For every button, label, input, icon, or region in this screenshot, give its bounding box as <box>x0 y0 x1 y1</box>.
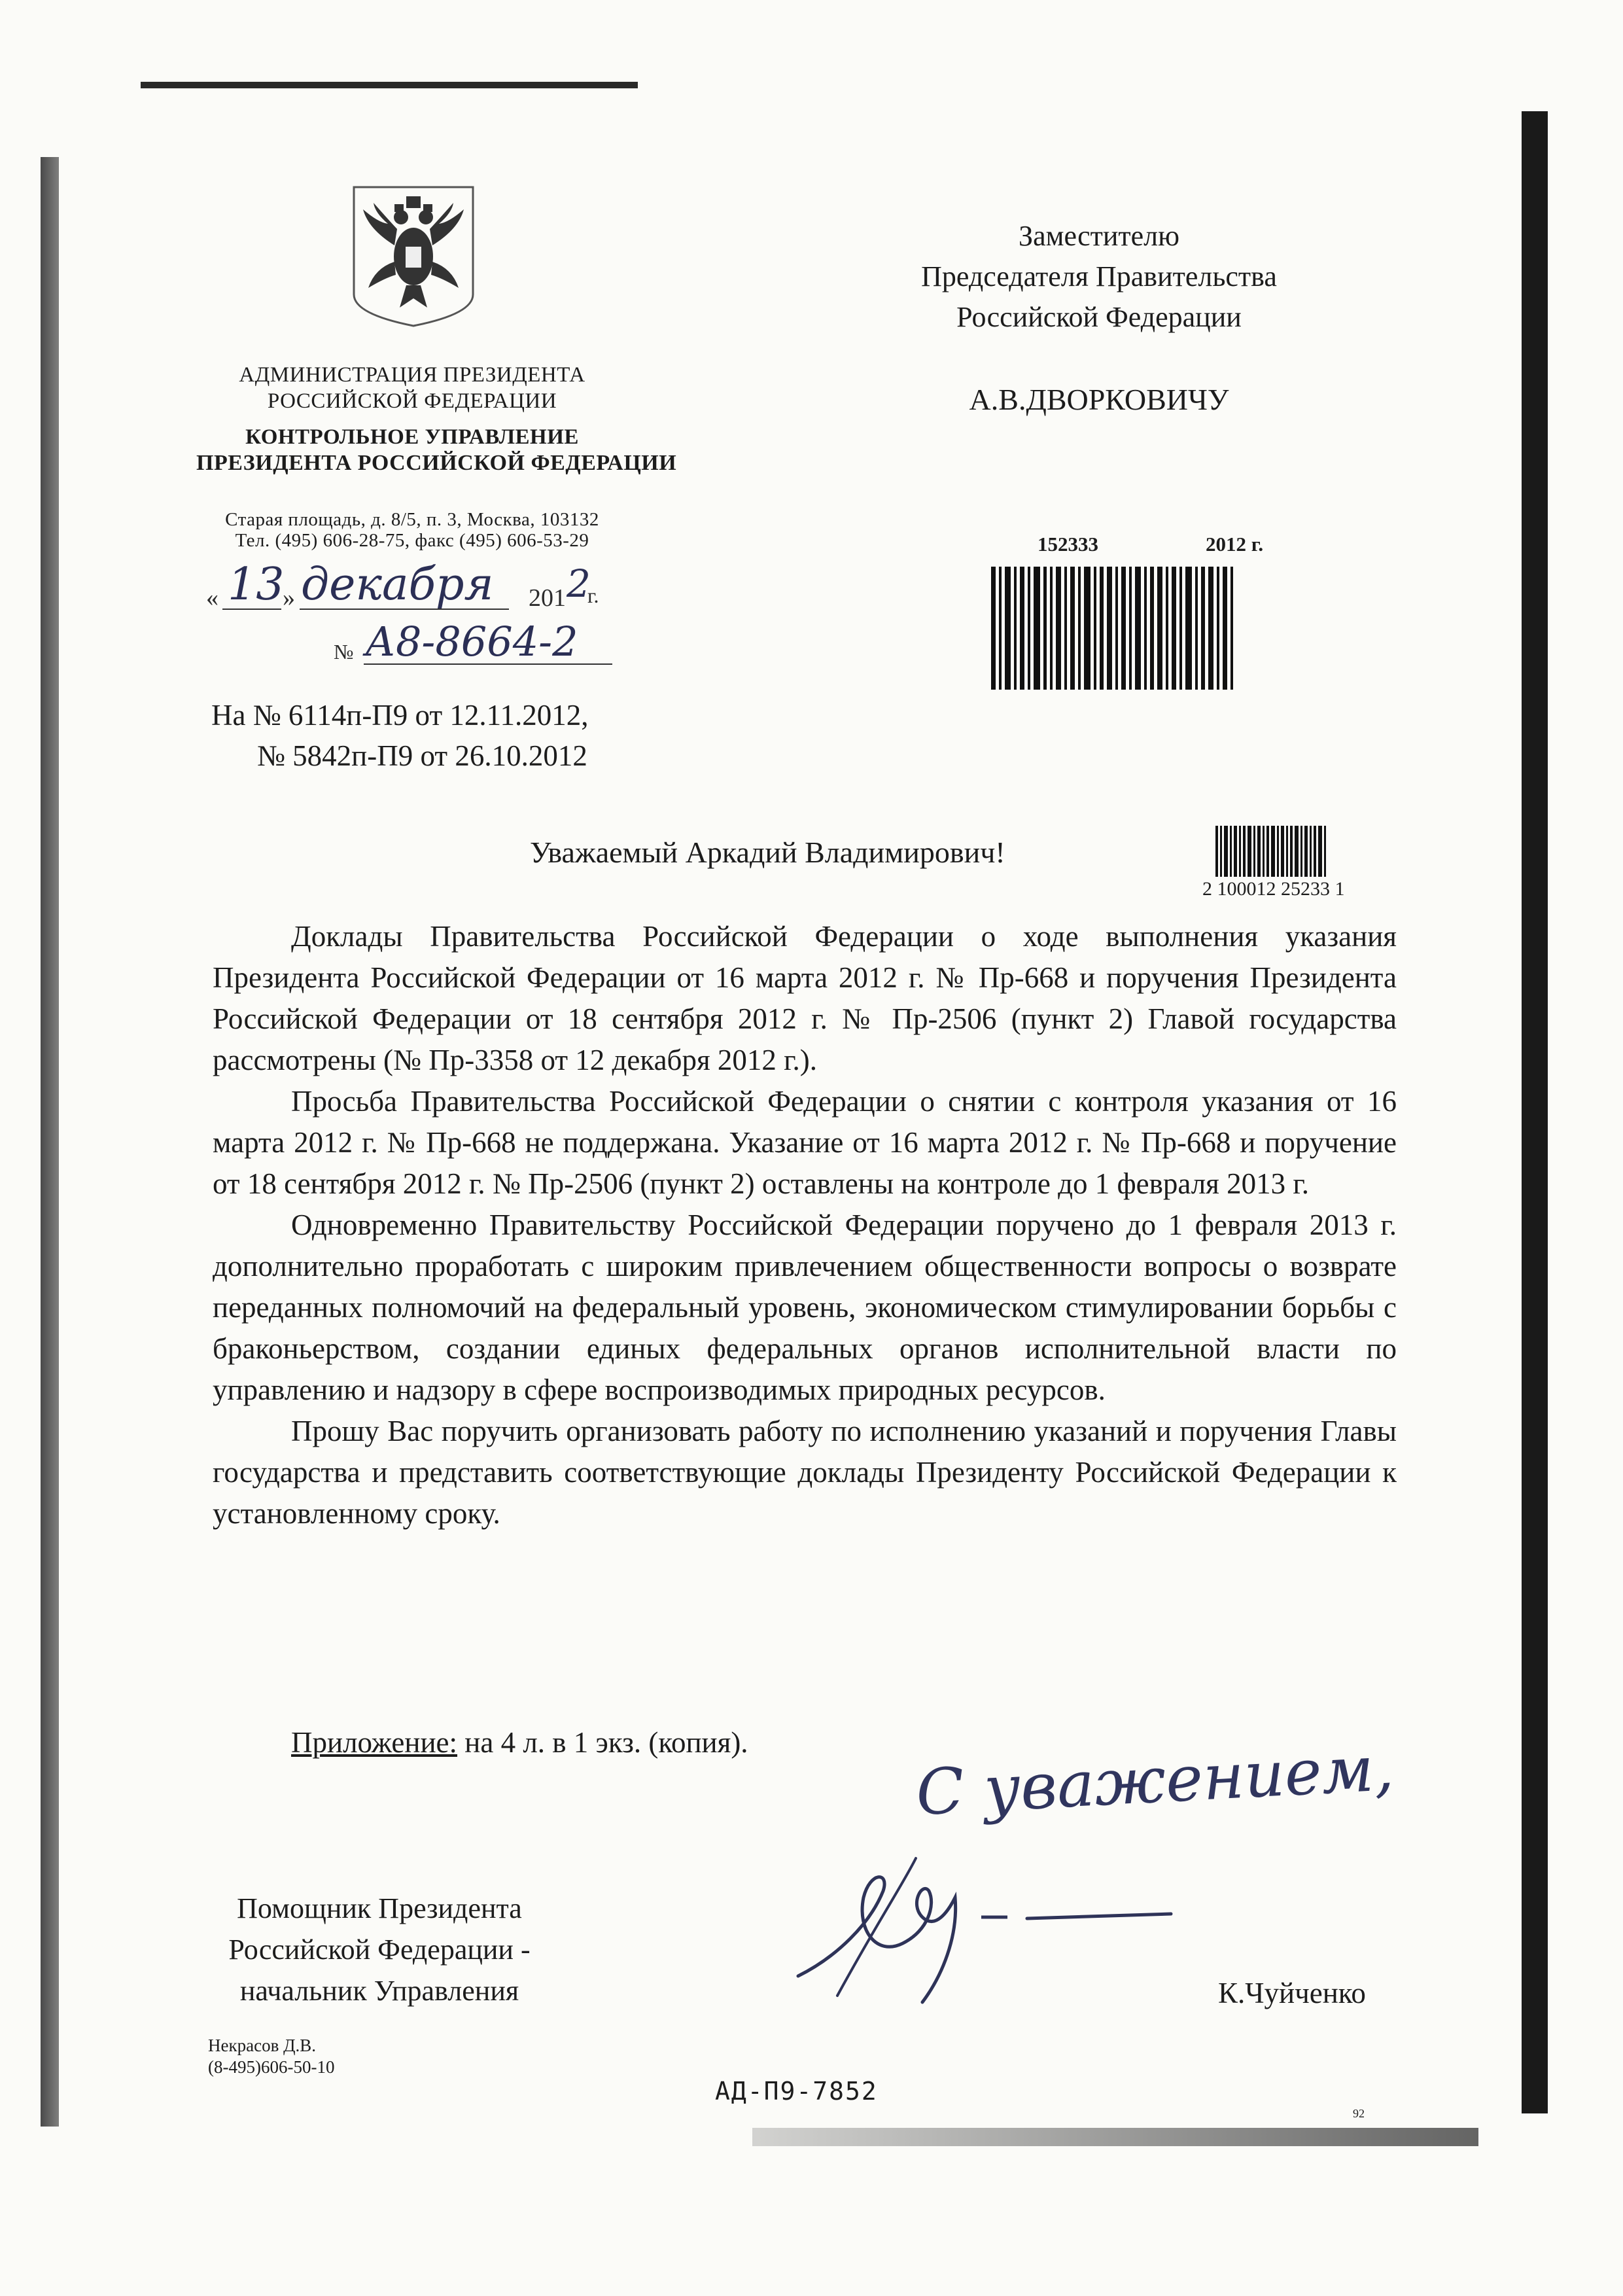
registry-barcode-number: 2 100012 25233 1 <box>1202 878 1345 900</box>
scan-shadow-bottom <box>752 2128 1478 2146</box>
body-paragraph-4: Прошу Вас поручить организовать работу по исполнению указаний и поручения Главы государства и представить соответствующие доклады Президенту Российской Федерации к установленному сроку. <box>213 1415 1397 1530</box>
addressee-name: А.В.ДВОРКОВИЧУ <box>969 383 1229 416</box>
org-name: АДМИНИСТРАЦИЯ ПРЕЗИДЕНТА РОССИЙСКОЙ ФЕДЕРАЦИИ <box>239 363 585 413</box>
attachment-text: на 4 л. в 1 экз. (копия). <box>457 1726 748 1759</box>
signatory-title: Помощник Президента Российской Федерации - начальник Управления <box>228 1892 531 2007</box>
incoming-year: 2012 г. <box>1206 533 1264 556</box>
salutation: Уважаемый Аркадий Владимирович! <box>530 836 1005 869</box>
incoming-barcode <box>991 567 1249 690</box>
scan-shadow-top <box>141 82 638 88</box>
signature-icon <box>785 1845 1178 2015</box>
registration-number: № А8-8664-2 <box>334 620 635 673</box>
letter-body <box>213 916 1397 1534</box>
handwritten-closing: С уважением, <box>914 1731 1396 1830</box>
body-paragraph-1: Доклады Правительства Российской Федерации о ходе выполнения указания Президента Российской Федерации от 16 марта 2012 г. № Пр-668 и поручения Президента Российской Федерации от 18 сентября 2012 г. № Пр-2506 (пункт 2) Главой государства рассмотрены (№ Пр-3358 от 12 декабря 2012 г.). <box>213 920 1397 1076</box>
reference-numbers: На № 6114п-П9 от 12.11.2012, № 5842п-П9 от 26.10.2012 <box>211 699 589 772</box>
registry-barcode <box>1215 826 1372 877</box>
org-contacts: Старая площадь, д. 8/5, п. 3, Москва, 103132 Тел. (495) 606-28-75, факс (495) 606-53-29 <box>225 509 599 551</box>
attachment-note <box>291 1725 748 1759</box>
department-name: КОНТРОЛЬНОЕ УПРАВЛЕНИЕ ПРЕЗИДЕНТА РОССИЙСКОЙ ФЕДЕРАЦИИ <box>196 425 677 475</box>
executor-info: Некрасов Д.В. (8-495)606-50-10 <box>208 2036 335 2077</box>
incoming-number: 152333 <box>1038 533 1098 556</box>
scan-shadow-left <box>41 157 59 2127</box>
addressee-block: Заместителю Председателя Правительства Российской Федерации <box>921 220 1277 333</box>
signatory-name: К.Чуйченко <box>1218 1977 1366 2009</box>
coat-of-arms-icon <box>349 183 478 328</box>
body-paragraph-3: Одновременно Правительству Российской Федерации поручено до 1 февраля 2013 г. дополнительно проработать с широким привлечением общественности вопросы о возврате переданных полномочий на федеральный уровень, экономическом стимулировании борьбы с браконьерством, создании единых федеральных органов исполнительной власти по управлению и надзору в сфере воспроизводимых природных ресурсов. <box>213 1209 1397 1406</box>
body-paragraph-2: Просьба Правительства Российской Федерации о снятии с контроля указания от 16 марта 2012 г. № Пр-668 не поддержана. Указание от 16 марта 2012 г. № Пр-668 и поручение от 18 сентября 2012 г. № Пр-2506 (пункт 2) оставлены на контроле до 1 февраля 2013 г. <box>213 1085 1397 1200</box>
attachment-label: Приложение: <box>291 1726 458 1759</box>
document-code: АД-П9-7852 <box>715 2077 878 2106</box>
registration-date: « 13 » декабря 201 2 г. <box>206 559 599 612</box>
scan-shadow-right <box>1522 111 1548 2113</box>
page-number: 92 <box>1353 2107 1365 2120</box>
